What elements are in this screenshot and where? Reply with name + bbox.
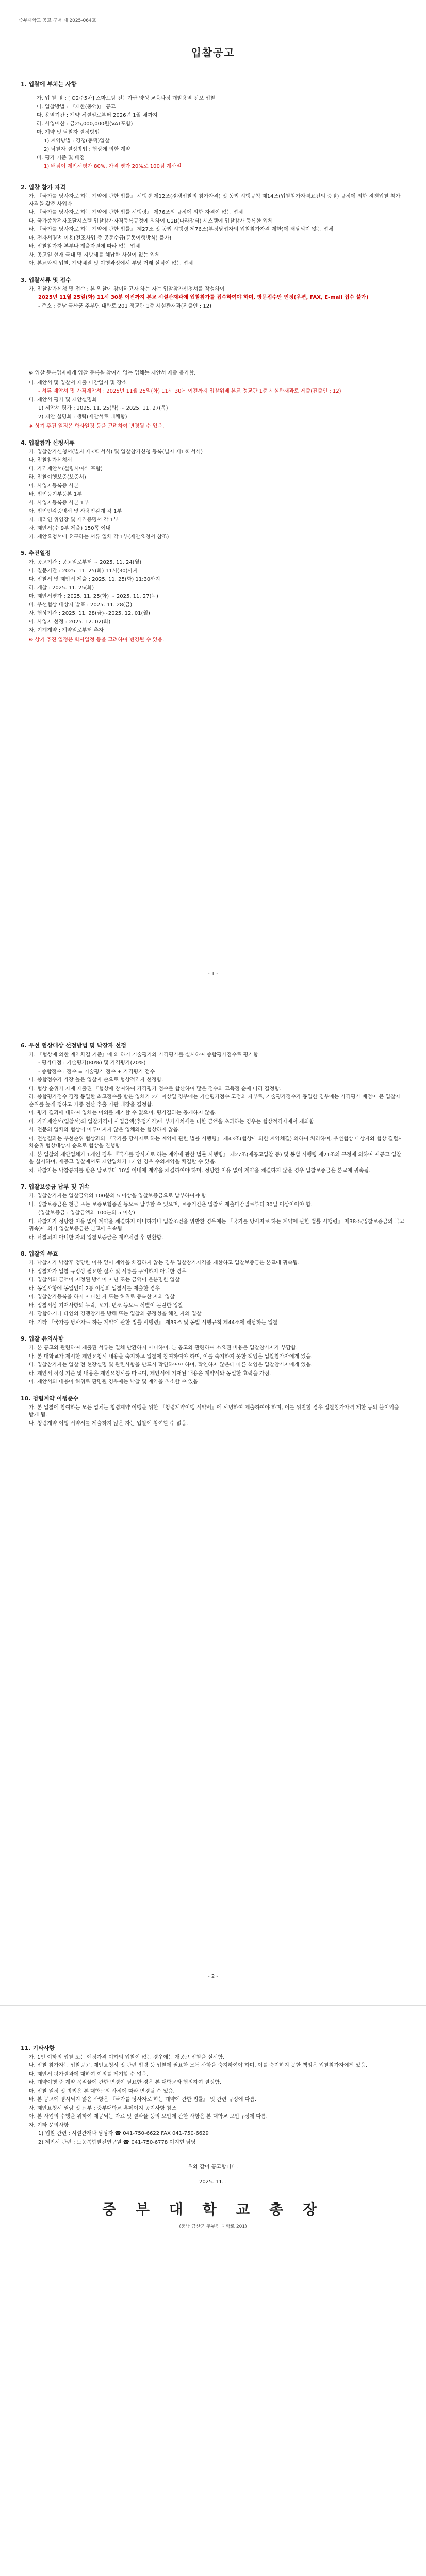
s1-line: 2) 낙찰자 결정방법 : 협상에 의한 계약 bbox=[44, 146, 130, 152]
s4-line: 아. 법인인감증명서 및 사용인감계 각 1부 bbox=[29, 509, 122, 515]
s2-line: 가. 『국가를 당사자로 하는 계약에 관한 법률』 시행령 제12조(경쟁입찰의 참가자격) 및 동법 시행규칙 제14조(입찰참가자격요건의 증명) 규정에 의한 경쟁입찰 참가자격을 갖춘 사업자 bbox=[29, 194, 401, 207]
s1-line: 마. 계약 및 낙찰자 결정방법 bbox=[37, 129, 100, 135]
page-number: - 2 - bbox=[208, 1974, 218, 1979]
s6-line: 마. 평가 결과에 대하여 업체는 이의를 제기할 수 없으며, 평가결과는 공개하지 않음. bbox=[29, 1110, 217, 1116]
issuer-name: 중 부 대 학 교 총 장 bbox=[102, 2201, 324, 2218]
document-number: 중부대학교 공고 구매 제 2025-064호 bbox=[19, 18, 96, 23]
s2-line: 바. 입찰참가자 본부나 계출자원에 따라 없는 업체 bbox=[29, 244, 140, 250]
s3-line: - 서류 제안서 및 가격제안서 : 2025년 11월 25일(화) 11시 30분 이전까지 입찰위배 본교 정교관 1층 시설관재과로 제출(진출인 : 12) bbox=[38, 388, 341, 395]
s8-line: 바. 입찰서상 기재사항의 누락, 오기, 변조 등으로 식별이 곤란한 입찰 bbox=[29, 1302, 183, 1309]
s3-note: ※ 입찰 등록업자에게 입찰 등록을 참여가 없는 업체는 제안서 제출 불가함. bbox=[29, 370, 196, 377]
s11-line: 다. 제안서 평가결과에 대하여 이의를 제기할 수 없음. bbox=[29, 2071, 149, 2077]
s6-line: 다. 협상 순위가 자재 제출된 『협상에 참여하여 가격평가 점수를 합산하여 많은 점수의 고득점 순에 따라 결정함. bbox=[29, 1086, 282, 1092]
s8-line: 나. 입찰자가 입찰 규정상 필요한 절차 및 서류를 구비하지 아니한 경우 bbox=[29, 1268, 187, 1275]
section-1-heading: 1. 입찰에 부치는 사항 bbox=[21, 81, 77, 88]
s3-line: 가. 입찰참가신청 및 접수 : 본 입찰에 참여하고자 하는 자는 입찰참가신청서를 작성하여 bbox=[29, 286, 225, 292]
title-text: 입찰공고 bbox=[189, 46, 237, 60]
s6-line: 사. 전문의 업체와 협상이 이루어지지 않은 업체와는 협상하지 않음. bbox=[29, 1127, 180, 1133]
s1-line: 바. 평가 기준 및 배점 bbox=[37, 155, 85, 161]
page-3-content bbox=[21, 2036, 405, 2230]
page-1-content bbox=[21, 72, 405, 646]
s6-line: 자. 본 입찰의 제안업체가 1개인 경우 『국가를 당사자로 하는 계약에 관한 법률 시행령』 제27조(재공고입찰 등) 및 동법 시행령 제21조의 규정에 의하여 재공고 입찰을 실시하며, 재공고 입찰에서도 제안업체가 1개인 경우 수의계약을 체결할 수 있음. bbox=[29, 1151, 401, 1165]
section-1-box bbox=[29, 91, 405, 176]
closing-text: 위와 같이 공고합니다. bbox=[188, 2164, 238, 2171]
page-2-content bbox=[21, 1033, 405, 1429]
announcement-date: 2025. 11. . bbox=[199, 2179, 227, 2185]
s3-line: 1) 제안서 평가 : 2025. 11. 25(화) ~ 2025. 11. 27(목) bbox=[38, 405, 168, 412]
section-4-heading: 4. 입찰참가 신청서류 bbox=[21, 439, 75, 446]
s5-line: 다. 입찰서 및 제안서 제출 : 2025. 11. 25(화) 11:30까지 bbox=[29, 577, 160, 583]
s6-line: - 종합점수 : 점수 = 기술평가 점수 + 가격평가 점수 bbox=[38, 1069, 155, 1075]
s3-line: 2025년 11월 25일(화) 11시 30분 이전까지 본교 시설관재과에 입찰참가를 접수하여야 하며, 방문접수만 인정(우편, FAX, E-mail 접수 불가) bbox=[38, 295, 369, 301]
issuer-address: (충남 금산군 추부면 대학로 201) bbox=[179, 2224, 247, 2230]
section-8-heading: 8. 입찰의 무효 bbox=[21, 1250, 58, 1258]
s3-line: - 주소 : 충남 금산군 추부면 대학로 201 정교관 1층 시설관재과(진출인 : 12) bbox=[38, 303, 211, 309]
s5-line: 나. 질문기간 : 2025. 11. 25(화) 11시(30)까지 bbox=[29, 568, 138, 574]
s5-line: 라. 개찰 : 2025. 11. 25(화) bbox=[29, 585, 94, 591]
page-1 bbox=[0, 0, 426, 1003]
section-9-heading: 9. 입찰 유의사항 bbox=[21, 1335, 64, 1343]
s5-line: 아. 사업자 선정 : 2025. 12. 02(화) bbox=[29, 619, 111, 625]
s8-line: 사. 담합하거나 타인의 경쟁참가를 방해 또는 입찰의 공정성을 해친 자의 입찰 bbox=[29, 1311, 202, 1317]
s1-line: 1) 배점이 제안서평가 80%, 가격 평가 20%로 100점 계사일 bbox=[44, 163, 182, 170]
s9-line: 라. 제안서 작성 기준 및 내용은 제안요청서를 따르며, 제안서에 기재된 내용은 계약서와 동일한 효력을 가짐. bbox=[29, 1370, 271, 1377]
section-11-heading: 11. 기타사항 bbox=[21, 2045, 55, 2052]
s6-line: 가. 『협상에 의한 계약체결 기준』에 의 하기 기술평가와 가격평가를 실시하여 종합평가점수로 평가함 bbox=[29, 1052, 258, 1058]
s1-line: 다. 용역기간 : 계약 체결일로부터 2026년 1월 채까지 bbox=[37, 112, 158, 118]
section-2-heading: 2. 입찰 참가 자격 bbox=[21, 184, 66, 191]
s6-line: - 평가배점 : 기술평가(80%) 및 가격평가(20%) bbox=[38, 1060, 146, 1066]
s4-line: 가. 입찰참가신청서(별지 제3호 서식) 및 입찰참가신청 등록(별지 제1호 서식) bbox=[29, 449, 203, 455]
s4-line: 마. 사업자등록증 사본 bbox=[29, 483, 79, 489]
s2-line: 아. 본교와의 입찰, 계약체결 및 이행과정에서 부당 거래 실적이 없는 업체 bbox=[29, 261, 193, 267]
section-10-heading: 10. 청렴계약 이행준수 bbox=[21, 1395, 79, 1402]
s2-line: 나. 『국가를 당사자로 하는 계약에 관한 법률 시행령』 제76조의 규정에 의한 자격이 없는 업체 bbox=[29, 210, 243, 216]
section-3-heading: 3. 입찰서류 및 접수 bbox=[21, 276, 71, 283]
s4-line: 다. 가격제안서(설립시여식 포함) bbox=[29, 466, 103, 472]
section-7-heading: 7. 입찰보증금 납부 및 귀속 bbox=[21, 1183, 90, 1191]
s10-line: 가. 본 입찰에 참여하는 모든 업체는 청렴계약 이행을 위한 『청렴계약이행 서약서』에 서명하여 제출하여야 하며, 이를 위반할 경우 입찰참가자격 제한 등의 불이익을 받게 됨. bbox=[29, 1404, 399, 1418]
s8-line: 다. 입찰서의 금액이 지정된 방식이 아닌 또는 금액이 불분명한 입찰 bbox=[29, 1277, 180, 1283]
s4-line: 라. 입찰이행보증(보증서) bbox=[29, 474, 86, 481]
s3-line: 다. 제안서 평가 및 제안설명회 bbox=[29, 397, 97, 403]
s11-line: 1) 입찰 관련 : 시설관재과 담당자 ☎ 041-750-6622 FAX 041-750-6629 bbox=[38, 2131, 209, 2137]
page-2 bbox=[0, 1003, 426, 2005]
s1-line: 가. 입 찰 명 : [IO2주5차] 스마트팜 전문가급 양성 교육과정 개발용역 전보 입찰 bbox=[37, 95, 216, 101]
s6-line: 바. 가격제안서(입찰서)의 입찰가격이 사업금액(추정가격)에 부가가치세를 더한 금액을 초과하는 경우는 협상적격자에서 제외함. bbox=[29, 1118, 316, 1125]
s11-line: 아. 본 사업의 수행을 위하여 제공되는 자료 및 결과물 등의 보안에 관한 사항은 본 대학교 보안규정에 따름. bbox=[29, 2114, 268, 2120]
s1-line: 1) 계약방법 : 경쟁(총액)입찰 bbox=[44, 138, 110, 144]
page-3 bbox=[0, 2005, 426, 2576]
s3-line: 2) 제안 설명회 : 생략(제안서로 대체함) bbox=[38, 414, 127, 420]
s5-line: 사. 협상기간 : 2025. 11. 28(금)~2025. 12. 01(월) bbox=[29, 611, 150, 617]
s9-line: 나. 본 대학교가 제시한 제안요청서 내용을 숙지하고 입찰에 참여하여야 하며, 이를 숙지하지 못한 책임은 입찰참가자에게 있음. bbox=[29, 1353, 313, 1360]
page-number: - 1 - bbox=[208, 971, 218, 977]
s8-line: 라. 동일사항에 동일인이 2통 이상의 입찰서를 제출한 경우 bbox=[29, 1285, 160, 1292]
s11-line: 2) 제안서 관련 : 도농복합발전연구원 ☎ 041-750-6778 이지현 담당 bbox=[38, 2139, 196, 2145]
s5-line: 바. 우선협상 대상자 발표 : 2025. 11. 28(금) bbox=[29, 602, 133, 608]
s2-line: 라. 『국가를 당사자로 하는 계약에 관한 법률』 제27조 및 동법 시행령 제76조(부정당업자의 입찰참가자격 제한)에 해당되지 않는 업체 bbox=[29, 227, 334, 233]
s11-line: 가. 1인 이하의 입찰 또는 예정가격 이하의 입찰이 없는 경우에는 재공고 입찰을 실시함. bbox=[29, 2054, 225, 2060]
s5-line: 마. 제안서평가 : 2025. 11. 25(화) ~ 2025. 11. 27(목) bbox=[29, 594, 158, 600]
section-5-heading: 5. 추진일정 bbox=[21, 550, 51, 557]
s4-line: 자. 대리인 위임장 및 재직증명서 각 1부 bbox=[29, 517, 119, 523]
s1-line: 라. 사업예산 : 금25,000,000원(VAT포함) bbox=[37, 121, 133, 127]
s5-line: 자. 기계계약 : 계약일로부터 추자 bbox=[29, 628, 104, 634]
s7-line: 라. 낙찰되지 아니한 자의 입찰보증금은 계약체결 후 반환함. bbox=[29, 1234, 163, 1241]
s5-line: 가. 공고기간 : 공고일로부터 ~ 2025. 11. 24(월) bbox=[29, 560, 142, 566]
s7-line: (입찰보증금 : 입찰금액의 100분의 5 이상) bbox=[38, 1210, 135, 1216]
s4-line: 바. 법인등기부등본 1부 bbox=[29, 492, 82, 498]
s3-line: 나. 제안서 및 입찰서 제출 마감일시 및 장소 bbox=[29, 380, 127, 386]
s8-line: 마. 입찰참가등록을 하지 아니한 자 또는 허위로 등록한 자의 입찰 bbox=[29, 1294, 175, 1300]
s6-line: 차. 낙찰자는 낙찰통지를 받은 날로부터 10일 이내에 계약을 체결하여야 하며, 정당한 이유 없이 계약을 체결하지 않을 경우 입찰보증금은 본교에 귀속됨. bbox=[29, 1167, 371, 1174]
s4-line: 차. 제안서(수 9부 제출) 150쪽 이내 bbox=[29, 526, 111, 532]
s4-line: 카. 제안요청서에 요구하는 서류 일체 각 1부(제안요청서 참조) bbox=[29, 534, 169, 540]
s11-line: 바. 본 공고에 명시되지 않은 사항은 『국가를 당사자로 하는 계약에 관한 법률』 및 관련 규정에 따름. bbox=[29, 2097, 257, 2103]
s8-line: 아. 기타 『국가를 당사자로 하는 계약에 관한 법률 시행령』 제39조 및 동법 시행규칙 제44조에 해당하는 입찰 bbox=[29, 1319, 278, 1326]
s10-line: 나. 청렴계약 이행 서약서를 제출하지 않은 자는 입찰에 참여할 수 없음. bbox=[29, 1420, 188, 1427]
s2-line: 다. 국가종합전자조달시스템 입찰참가자격등록규정에 의하여 G2B(나라장터) 시스템에 입찰참가 등록한 업체 bbox=[29, 218, 273, 224]
s7-line: 다. 낙찰자가 정당한 이유 없이 계약을 체결하지 아니하거나 입찰조건을 위반한 경우에는 『국가를 당사자로 하는 계약에 관한 법률 시행령』 제38조(입찰보증금의 국고귀속)에 의거 입찰보증금은 본교에 귀속됨. bbox=[29, 1218, 405, 1232]
s5-note: ※ 상기 추진 일정은 학사일정 등을 고려하여 변경될 수 있음. bbox=[29, 637, 165, 643]
s11-line: 자. 기타 문의사항 bbox=[29, 2122, 69, 2128]
section-6-heading: 6. 우선 협상대상 선정방법 및 낙찰자 선정 bbox=[21, 1042, 126, 1049]
s11-line: 라. 계약이행 중 계약 목적물에 관한 변경이 필요한 경우 본 대학교와 협의하여 결정함. bbox=[29, 2080, 221, 2086]
s11-line: 나. 입찰 참가자는 입찰공고, 제안요청서 및 관련 법령 등 입찰에 필요한 모든 사항을 숙지하여야 하며, 이를 숙지하지 못한 책임은 입찰참가자에게 있음. bbox=[29, 2063, 367, 2069]
s11-line: 마. 입찰 일정 및 방법은 본 대학교의 사정에 따라 변경될 수 있음. bbox=[29, 2088, 175, 2094]
s7-line: 가. 입찰참가자는 입찰금액의 100분의 5 이상을 입찰보증금으로 납부하여야 함. bbox=[29, 1193, 208, 1199]
page-title bbox=[0, 45, 426, 60]
s9-line: 가. 본 공고와 관련하여 제출된 서류는 일체 반환하지 아니하며, 본 공고와 관련하여 소요된 비용은 입찰참가자가 부담함. bbox=[29, 1345, 298, 1351]
s7-line: 나. 입찰보증금은 현금 또는 보증보험증권 등으로 납부할 수 있으며, 보증기간은 입찰서 제출마감일로부터 30일 이상이어야 함. bbox=[29, 1201, 313, 1208]
s2-line: 사. 공고일 현재 국내 및 지방세를 체납한 사실이 없는 업체 bbox=[29, 252, 160, 258]
s4-line: 나. 입찰참가신청서 bbox=[29, 457, 72, 464]
s6-line: 나. 종합점수가 가장 높은 입찰자 순으로 협상적격자 선정함. bbox=[29, 1077, 163, 1083]
s1-line: 나. 입찰방법 : 『제한(총액)』 공고 bbox=[37, 104, 116, 110]
s11-line: 사. 제안요청서 열람 및 교부 : 중부대학교 홈페이지 공지사항 참조 bbox=[29, 2105, 177, 2111]
s9-line: 다. 입찰참가자는 입찰 전 현장설명 및 관련사항을 반드시 확인하여야 하며, 확인하지 않은데 따른 책임은 입찰참가자에게 있음. bbox=[29, 1362, 313, 1368]
s4-line: 사. 사업자등록증 사본 1부 bbox=[29, 500, 89, 506]
s9-line: 마. 제안서의 내용이 허위로 판명될 경우에는 낙찰 및 계약을 취소할 수 있음. bbox=[29, 1379, 200, 1385]
s6-line: 아. 전성결과는 우선순위 협상과의 『국가를 당사자로 하는 계약에 관한 법률 시행령』 제43조(협상에 의한 계약체결) 의하여 처리하며, 우선협상 대상자와 협상 결렬시 차순위 협상대상자 순으로 협상을 진행함. bbox=[29, 1136, 403, 1149]
s3-note: ※ 상기 추진 일정은 학사일정 등을 고려하여 변경될 수 있음. bbox=[29, 423, 165, 430]
s8-line: 가. 낙찰자가 낙찰후 정당한 이유 없이 계약을 체결하지 않는 경우 입찰참가자격을 제한하고 입찰보증금은 본교에 귀속됨. bbox=[29, 1260, 300, 1266]
s2-line: 마. 전자서명법 이용(전조사업 중 공동수급(공동이행방식) 불가) bbox=[29, 235, 172, 241]
s6-line: 라. 종합평가점수 경쟁 동일한 최고점수를 받은 업체가 2개 이상일 경우에는 기술평가점수 고점의 자부로, 기술평가점수가 동일한 경우에는 가격평가 배점이 큰 입찰자 순위를 높게 정하고 가중 전산 추출 기관 대장을 결정함. bbox=[29, 1094, 401, 1108]
